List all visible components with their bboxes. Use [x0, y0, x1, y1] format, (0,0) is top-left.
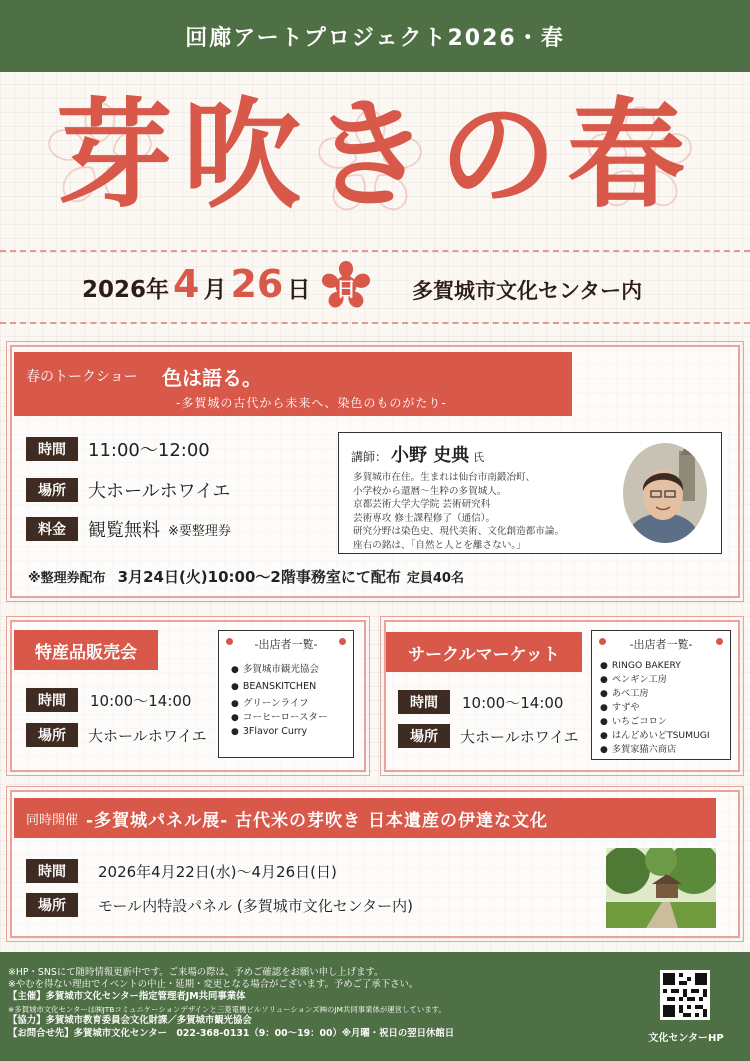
info-label: 時間 — [26, 437, 78, 461]
talkshow-subtitle: -多賀城の古代から未来へ、染色のものがたり- — [176, 396, 447, 410]
info-row — [398, 724, 579, 748]
qr-label: 文化センターHP — [648, 1033, 724, 1044]
footer — [0, 952, 750, 1061]
exhibitor-item: ● ペンギン工房 — [600, 673, 710, 687]
exhibitor-item: ● 多賀家猫六商店 — [600, 743, 710, 757]
ticket-prefix: ※整理券配布 — [28, 571, 106, 586]
circle-title: サークルマーケット — [386, 632, 582, 672]
exhibitor-item: ● BEANSKITCHEN — [231, 680, 328, 694]
exhibitor-item: ● 3Flavor Curry — [231, 725, 328, 739]
info-row — [26, 516, 231, 542]
venue-main: 多賀城市文化センター内 — [412, 279, 643, 303]
info-row — [26, 688, 191, 712]
exhibitor-box — [218, 630, 354, 758]
project-name: 回廊アートプロジェクト2026・春 — [185, 25, 565, 51]
info-row — [398, 690, 563, 714]
bio-line: 多賀城市在住。生まれは仙台市南鍛冶町、 — [353, 472, 536, 483]
exhibitor-item: ● 多賀城市観光協会 — [231, 663, 328, 677]
panel-exhibit-prefix: 同時開催 — [26, 812, 79, 828]
info-label: 場所 — [26, 478, 78, 502]
info-row — [26, 859, 337, 883]
exhibitor-item: ● RINGO BAKERY — [600, 659, 710, 673]
qr-code[interactable] — [660, 970, 710, 1020]
date-day-unit: 日 — [287, 277, 311, 303]
info-label: 時間 — [398, 690, 450, 714]
info-value: 大ホールホワイエ — [88, 726, 207, 745]
info-label: 料金 — [26, 517, 78, 541]
exhibitor-item: ● すずや — [600, 701, 710, 715]
exhibitor-item: ● はんどめいどTSUMUGI — [600, 729, 710, 743]
exhibitor-list — [600, 659, 710, 757]
speaker-heading — [351, 441, 484, 467]
exhibitor-item: ● コーヒーロースター — [231, 711, 328, 725]
speaker-role: 講師： — [351, 450, 388, 464]
weekday-badge — [320, 260, 372, 312]
info-value: 2026年4月22日(水)〜4月26日(日) — [98, 862, 337, 881]
garden-photo — [606, 848, 716, 928]
info-row — [26, 436, 210, 462]
main-title: 芽吹きの春 — [54, 86, 695, 224]
talkshow-banner — [14, 352, 572, 416]
info-row — [26, 723, 207, 747]
bio-line: 芸術専攻 修士課程修了（通信）。 — [353, 512, 496, 524]
footer-line: ※HP・SNSにて随時情報更新中です。ご来場の際は、予めご確認をお願い申し上げます。 — [8, 967, 384, 978]
exhibitor-box — [591, 630, 731, 760]
info-value: モール内特設パネル (多賀城市文化センター内) — [98, 896, 413, 915]
info-note: ※要整理券 — [168, 523, 231, 539]
speaker-name: 小野 史典 — [391, 445, 470, 466]
talkshow-title: 色は語る。 — [162, 366, 262, 390]
exhibitor-item: ● グリーンライフ — [231, 697, 328, 711]
speaker-bio — [353, 471, 643, 552]
info-value: 11:00〜12:00 — [88, 440, 210, 461]
date-month-unit: 月 — [203, 277, 227, 303]
exhibitor-item: ● いちごコロン — [600, 715, 710, 729]
talkshow-prefix: 春のトークショー — [26, 369, 138, 385]
divider — [0, 250, 750, 252]
info-row — [26, 893, 413, 917]
speaker-honorific: 氏 — [473, 451, 485, 464]
event-date — [82, 262, 310, 306]
bio-line: 小学校から還暦〜生粋の多賀城人。 — [353, 485, 507, 497]
info-label: 場所 — [398, 724, 450, 748]
info-value: 観覧無料 — [88, 520, 160, 541]
speaker-photo — [623, 443, 707, 543]
info-label: 場所 — [26, 893, 78, 917]
tokusan-title: 特産品販売会 — [14, 630, 158, 670]
speaker-card — [338, 432, 722, 554]
date-day: 26 — [230, 262, 284, 306]
footer-line: 【主催】多賀城市文化センター指定管理者JM共同事業体 — [8, 991, 246, 1002]
bio-line: 京都芸術大学大学院 芸術研究科 — [353, 499, 491, 510]
panel-exhibit-title: -多賀城パネル展- 古代米の芽吹き 日本遺産の伊達な文化 — [86, 810, 548, 831]
footer-line: ※やむを得ない理由でイベントの中止・延期・変更となる場合がございます。予めご了承下さい。 — [8, 979, 419, 990]
exhibitor-list — [231, 663, 328, 739]
footer-line: ※多賀城市文化センターは㈱JTBコミュニケーションデザインと三菱電機ビルソリューションズ㈱のJM共同事業体が運営しています。 — [8, 1005, 446, 1014]
ticket-info — [28, 566, 464, 587]
bio-line: 研究分野は染色史、現代美術、文化創造都市論。 — [353, 526, 565, 537]
ticket-capacity: 定員40名 — [406, 571, 464, 586]
footer-line: 【協力】多賀城市教育委員会文化財課／多賀城市観光協会 — [8, 1015, 252, 1026]
info-value: 大ホールホワイエ — [88, 481, 231, 502]
exhibitor-title: -出店者一覧- — [254, 638, 318, 651]
exhibitor-item: ● あべ工房 — [600, 687, 710, 701]
info-label: 時間 — [26, 688, 78, 712]
bio-line: 座右の銘は、「自然と人とを離さない。」 — [353, 539, 526, 551]
info-label: 場所 — [26, 723, 78, 747]
info-row — [26, 477, 230, 503]
info-value: 大ホールホワイエ — [460, 727, 579, 746]
date-year: 2026 — [82, 277, 147, 303]
weekday-label: 日 — [336, 277, 356, 301]
ticket-date: 3月24日(火)10:00〜2階事務室にて配布 — [117, 568, 401, 586]
date-month: 4 — [173, 262, 200, 306]
date-year-unit: 年 — [146, 277, 170, 303]
header-bar — [0, 0, 750, 72]
footer-line: 【お問合せ先】多賀城市文化センター 022-368-0131（9：00〜19：00）※月曜・祝日の翌日休館日 — [8, 1028, 455, 1039]
info-label: 時間 — [26, 859, 78, 883]
exhibitor-title: -出店者一覧- — [629, 638, 693, 651]
info-value: 10:00〜14:00 — [462, 693, 564, 712]
divider — [0, 322, 750, 324]
panel-exhibit-banner — [14, 798, 716, 838]
info-value: 10:00〜14:00 — [90, 691, 192, 710]
